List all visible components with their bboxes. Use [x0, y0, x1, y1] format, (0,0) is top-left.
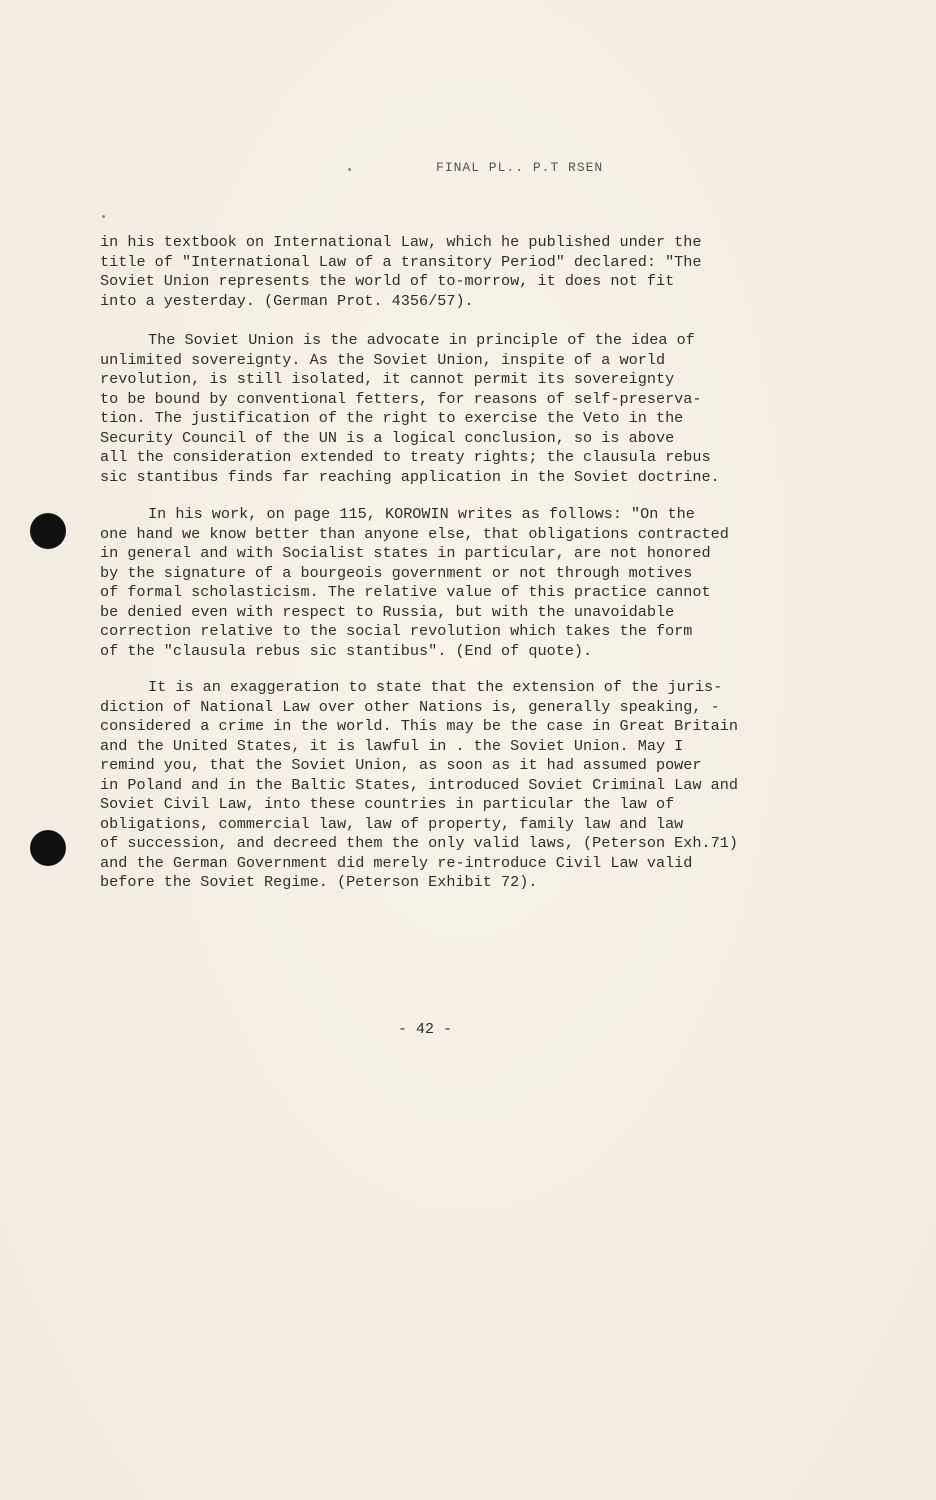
- speck: [102, 215, 105, 218]
- text-line: Security Council of the UN is a logical conclusion, so is above: [100, 428, 675, 447]
- text-line: Soviet Union represents the world of to-morrow, it does not fit: [100, 272, 675, 290]
- text-line: to be bound by conventional fetters, for reasons of self-preserva-: [100, 389, 702, 408]
- paragraph-1: [100, 233, 780, 311]
- text-line: and the German Government did merely re-introduce Civil Law valid: [100, 853, 693, 872]
- punch-hole: [30, 830, 66, 866]
- text-line: revolution, is still isolated, it cannot permit its sovereignty: [100, 370, 675, 388]
- text-line: correction relative to the social revolution which takes the form: [100, 622, 693, 640]
- text-line: obligations, commercial law, law of property, family law and law: [100, 814, 684, 833]
- text-line: be denied even with respect to Russia, but with the unavoidable: [100, 602, 675, 621]
- text-line: before the Soviet Regime. (Peterson Exhibit 72).: [100, 873, 538, 891]
- text-line: Soviet Civil Law, into these countries in particular the law of: [100, 795, 675, 813]
- text-line: remind you, that the Soviet Union, as soon as it had assumed power: [100, 756, 702, 774]
- text-line: of formal scholasticism. The relative value of this practice cannot: [100, 583, 711, 601]
- text-line: The Soviet Union is the advocate in principle of the idea of: [148, 331, 695, 349]
- text-line: by the signature of a bourgeois government or not through motives: [100, 563, 693, 582]
- page-number: - 42 -: [398, 1021, 453, 1038]
- text-line: all the consideration extended to treaty rights; the clausula rebus: [100, 448, 711, 466]
- paragraph-3: [100, 505, 780, 661]
- text-line: unlimited sovereignty. As the Soviet Union, inspite of a world: [100, 350, 666, 369]
- text-line: It is an exaggeration to state that the extension of the juris-: [148, 678, 723, 696]
- text-line: title of "International Law of a transitory Period" declared: "The: [100, 252, 702, 271]
- text-line: of the "clausula rebus sic stantibus". (End of quote).: [100, 641, 593, 660]
- text-line: in general and with Socialist states in particular, are not honored: [100, 544, 711, 562]
- page-header: FINAL PL.. P.T RSEN: [436, 160, 604, 175]
- text-line: into a yesterday. (German Prot. 4356/57).: [100, 291, 474, 310]
- text-line: considered a crime in the world. This may be the case in Great Britain: [100, 717, 738, 735]
- punch-hole: [30, 513, 66, 549]
- text-line: In his work, on page 115, KOROWIN writes as follows: "On the: [148, 505, 695, 523]
- text-line: in his textbook on International Law, which he published under the: [100, 233, 702, 251]
- paragraph-2: [100, 331, 780, 487]
- text-line: tion. The justification of the right to exercise the Veto in the: [100, 409, 684, 427]
- speck: [348, 168, 351, 171]
- text-line: and the United States, it is lawful in . the Soviet Union. May I: [100, 736, 684, 755]
- text-line: diction of National Law over other Nations is, generally speaking, -: [100, 697, 720, 716]
- text-line: one hand we know better than anyone else, that obligations contracted: [100, 524, 729, 543]
- text-line: sic stantibus finds far reaching application in the Soviet doctrine.: [100, 467, 720, 486]
- text-line: of succession, and decreed them the only valid laws, (Peterson Exh.71): [100, 834, 738, 852]
- paragraph-4: [100, 678, 780, 893]
- text-line: in Poland and in the Baltic States, introduced Soviet Criminal Law and: [100, 775, 738, 794]
